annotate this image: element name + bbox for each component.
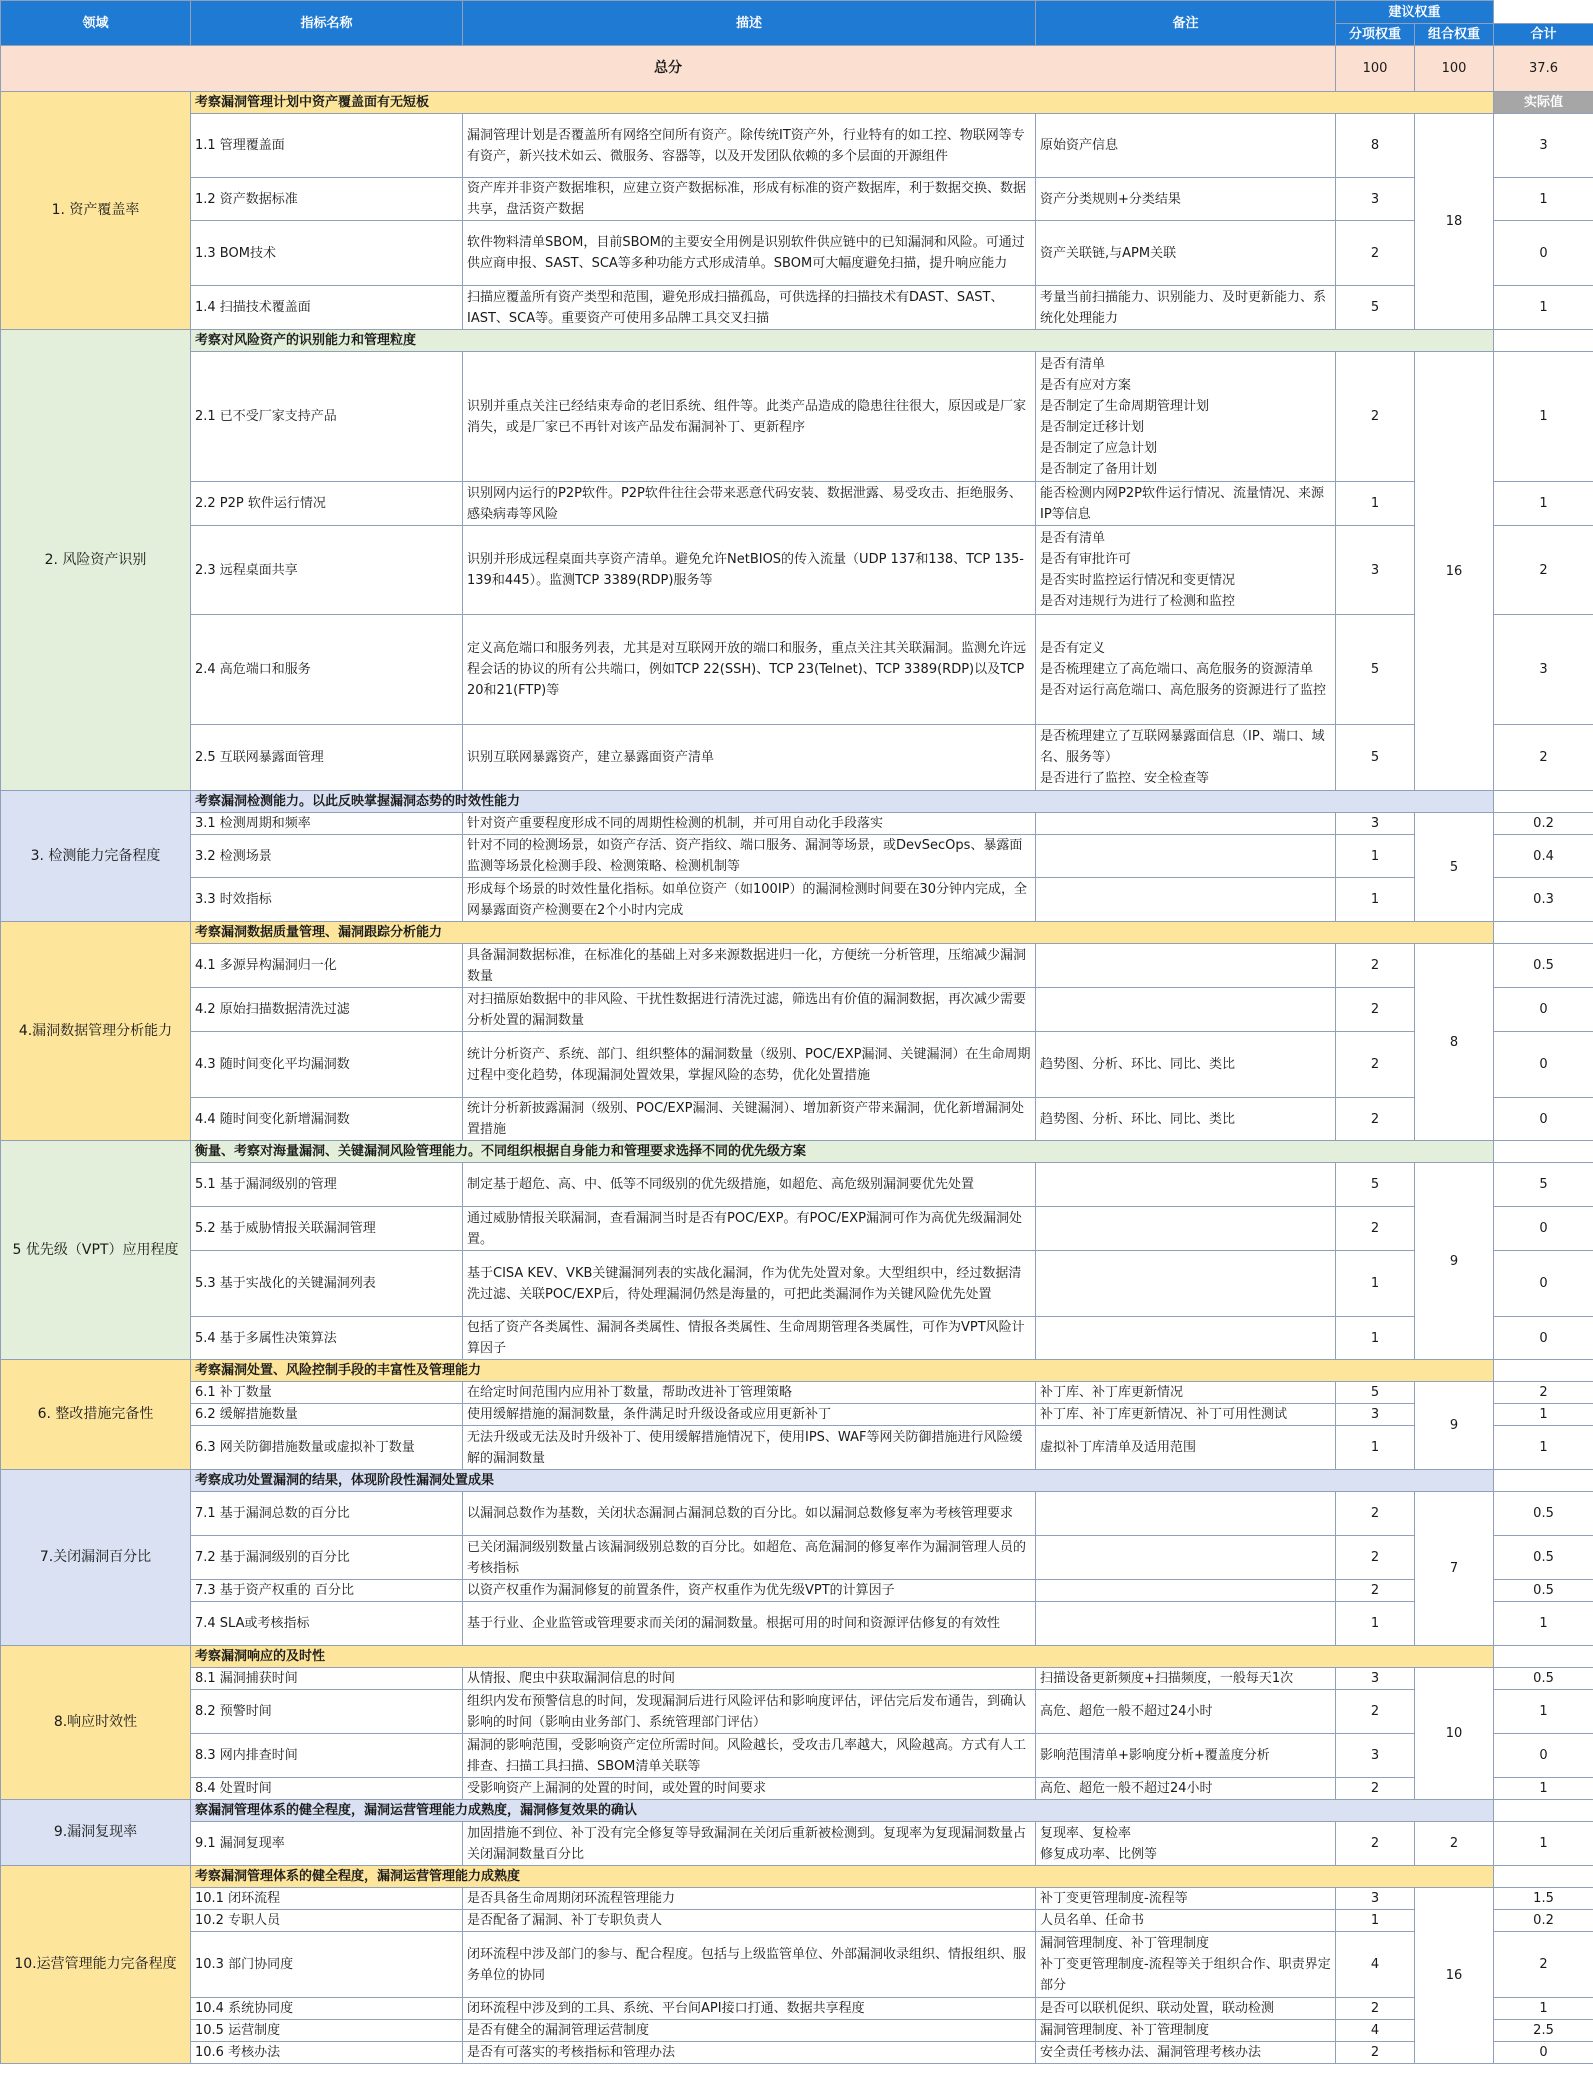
actual-value-cell: 1 — [1494, 1690, 1593, 1734]
indicator-row — [1, 1734, 1593, 1778]
indicator-row — [1, 1932, 1593, 1998]
section-title-row — [1, 1141, 1593, 1163]
indicator-description: 闭环流程中涉及到的工具、系统、平台间API接口打通、数据共享程度 — [463, 1998, 1036, 2020]
indicator-name: 2.5 互联网暴露面管理 — [191, 725, 463, 791]
actual-value-cell: 1 — [1494, 1998, 1593, 2020]
group-weight-cell: 8 — [1415, 944, 1494, 1141]
section-spacer — [1494, 1470, 1593, 1492]
header-indicator: 指标名称 — [191, 1, 463, 46]
sub-weight-cell: 5 — [1336, 286, 1415, 330]
indicator-description: 已关闭漏洞级别数量占该漏洞级别总数的百分比。如超危、高危漏洞的修复率作为漏洞管理人员的考核指标 — [463, 1536, 1036, 1580]
indicator-row — [1, 1404, 1593, 1426]
indicator-remark: 是否有清单 是否有审批许可 是否实时监控运行情况和变更情况 是否对违规行为进行了检测和监控 — [1036, 526, 1336, 615]
indicator-description: 包括了资产各类属性、漏洞各类属性、情报各类属性、生命周期管理各类属性，可作为VPT风险计算因子 — [463, 1317, 1036, 1360]
section-name: 2. 风险资产识别 — [1, 330, 191, 791]
sub-weight-cell: 3 — [1336, 1668, 1415, 1690]
sub-weight-cell: 2 — [1336, 2042, 1415, 2064]
section-name: 7.关闭漏洞百分比 — [1, 1470, 191, 1646]
indicator-row — [1, 835, 1593, 878]
actual-value-cell: 1 — [1494, 1778, 1593, 1800]
actual-value-cell: 2.5 — [1494, 2020, 1593, 2042]
section-title: 考察漏洞处置、风险控制手段的丰富性及管理能力 — [191, 1360, 1494, 1382]
indicator-row — [1, 286, 1593, 330]
indicator-name: 7.1 基于漏洞总数的百分比 — [191, 1492, 463, 1536]
actual-value-cell: 1 — [1494, 1426, 1593, 1470]
indicator-description: 以漏洞总数作为基数，关闭状态漏洞占漏洞总数的百分比。如以漏洞总数修复率为考核管理要求 — [463, 1492, 1036, 1536]
indicator-row — [1, 1317, 1593, 1360]
sub-weight-cell: 5 — [1336, 1163, 1415, 1207]
section-name: 8.响应时效性 — [1, 1646, 191, 1800]
indicator-description: 识别并重点关注已经结束寿命的老旧系统、组件等。此类产品造成的隐患往往很大，原因或是厂家消失，或是厂家已不再针对该产品发布漏洞补丁、更新程序 — [463, 352, 1036, 482]
indicator-row — [1, 1690, 1593, 1734]
indicator-remark — [1036, 1580, 1336, 1602]
indicator-name: 3.1 检测周期和频率 — [191, 813, 463, 835]
indicator-description: 识别互联网暴露资产，建立暴露面资产清单 — [463, 725, 1036, 791]
header-sub-weight: 分项权重 — [1336, 24, 1415, 46]
indicator-row — [1, 878, 1593, 922]
indicator-description: 漏洞的影响范围，受影响资产定位所需时间。风险越长，受攻击几率越大，风险越高。方式有人工排查、扫描工具扫描、SBOM清单关联等 — [463, 1734, 1036, 1778]
sub-weight-cell: 2 — [1336, 221, 1415, 286]
actual-value-cell: 0.5 — [1494, 944, 1593, 988]
actual-value-cell: 0.3 — [1494, 878, 1593, 922]
sub-weight-cell: 2 — [1336, 1207, 1415, 1251]
section-name: 6. 整改措施完备性 — [1, 1360, 191, 1470]
actual-value-cell: 1 — [1494, 1602, 1593, 1646]
section-name: 1. 资产覆盖率 — [1, 92, 191, 330]
sub-weight-cell: 3 — [1336, 1734, 1415, 1778]
indicator-row — [1, 1163, 1593, 1207]
sub-weight-cell: 4 — [1336, 1932, 1415, 1998]
section-title-row — [1, 1470, 1593, 1492]
indicator-remark — [1036, 944, 1336, 988]
group-weight-cell: 2 — [1415, 1822, 1494, 1866]
group-weight-cell: 7 — [1415, 1492, 1494, 1646]
total-group-weight: 100 — [1415, 46, 1494, 92]
indicator-name: 1.4 扫描技术覆盖面 — [191, 286, 463, 330]
actual-value-cell: 3 — [1494, 615, 1593, 725]
indicator-row — [1, 2042, 1593, 2064]
sub-weight-cell: 4 — [1336, 2020, 1415, 2042]
indicator-remark — [1036, 813, 1336, 835]
indicator-remark: 趋势图、分析、环比、同比、类比 — [1036, 1032, 1336, 1098]
actual-value-cell: 0 — [1494, 988, 1593, 1032]
actual-value-cell: 0.5 — [1494, 1492, 1593, 1536]
indicator-description: 具备漏洞数据标准，在标准化的基础上对多来源数据进归一化，方便统一分析管理，压缩减少漏洞数量 — [463, 944, 1036, 988]
section-spacer — [1494, 791, 1593, 813]
indicator-remark: 虚拟补丁库清单及适用范围 — [1036, 1426, 1336, 1470]
indicator-remark: 补丁库、补丁库更新情况 — [1036, 1382, 1336, 1404]
actual-value-cell: 1.5 — [1494, 1888, 1593, 1910]
actual-value-cell: 0 — [1494, 1032, 1593, 1098]
indicator-row — [1, 1580, 1593, 1602]
section-name: 10.运营管理能力完备程度 — [1, 1866, 191, 2064]
indicator-name: 7.2 基于漏洞级别的百分比 — [191, 1536, 463, 1580]
indicator-remark: 补丁库、补丁库更新情况、补丁可用性测试 — [1036, 1404, 1336, 1426]
indicator-name: 2.3 远程桌面共享 — [191, 526, 463, 615]
actual-value-cell: 1 — [1494, 482, 1593, 526]
sub-weight-cell: 1 — [1336, 1602, 1415, 1646]
sub-weight-cell: 1 — [1336, 835, 1415, 878]
indicator-description: 制定基于超危、高、中、低等不同级别的优先级措施，如超危、高危级别漏洞要优先处置 — [463, 1163, 1036, 1207]
actual-value-cell: 0 — [1494, 1251, 1593, 1317]
indicator-remark — [1036, 1602, 1336, 1646]
actual-value-cell: 0.5 — [1494, 1536, 1593, 1580]
indicator-name: 5.1 基于漏洞级别的管理 — [191, 1163, 463, 1207]
indicator-description: 对扫描原始数据中的非风险、干扰性数据进行清洗过滤，筛选出有价值的漏洞数据，再次减少需要分析处置的漏洞数量 — [463, 988, 1036, 1032]
indicator-row — [1, 1492, 1593, 1536]
indicator-name: 5.2 基于威胁情报关联漏洞管理 — [191, 1207, 463, 1251]
indicator-description: 漏洞管理计划是否覆盖所有网络空间所有资产。除传统IT资产外，行业特有的如工控、物联网等专有资产，新兴技术如云、微服务、容器等，以及开发团队依赖的多个层面的开源组件 — [463, 114, 1036, 178]
indicator-remark — [1036, 1317, 1336, 1360]
section-title: 考察漏洞管理体系的健全程度，漏洞运营管理能力成熟度 — [191, 1866, 1494, 1888]
sub-weight-cell: 2 — [1336, 352, 1415, 482]
indicator-name: 4.4 随时间变化新增漏洞数 — [191, 1098, 463, 1141]
actual-value-cell: 1 — [1494, 352, 1593, 482]
indicator-description: 受影响资产上漏洞的处置的时间，或处置的时间要求 — [463, 1778, 1036, 1800]
actual-value-cell: 0.2 — [1494, 813, 1593, 835]
group-weight-cell: 16 — [1415, 1888, 1494, 2064]
section-title-row — [1, 1646, 1593, 1668]
indicator-row — [1, 725, 1593, 791]
indicator-name: 4.3 随时间变化平均漏洞数 — [191, 1032, 463, 1098]
indicator-row — [1, 1888, 1593, 1910]
actual-value-cell: 0.4 — [1494, 835, 1593, 878]
indicator-name: 8.2 预警时间 — [191, 1690, 463, 1734]
sub-weight-cell: 1 — [1336, 878, 1415, 922]
section-name: 4.漏洞数据管理分析能力 — [1, 922, 191, 1141]
indicator-name: 5.3 基于实战化的关键漏洞列表 — [191, 1251, 463, 1317]
indicator-remark — [1036, 835, 1336, 878]
sub-weight-cell: 8 — [1336, 114, 1415, 178]
section-title-row — [1, 92, 1593, 114]
indicator-description: 针对资产重要程度形成不同的周期性检测的机制，并可用自动化手段落实 — [463, 813, 1036, 835]
actual-value-cell: 3 — [1494, 114, 1593, 178]
indicator-description: 针对不同的检测场景，如资产存活、资产指纹、端口服务、漏洞等场景，或DevSecOps、暴露面监测等场景化检测手段、检测策略、检测机制等 — [463, 835, 1036, 878]
actual-value-cell: 0 — [1494, 221, 1593, 286]
section-title: 考察成功处置漏洞的结果，体现阶段性漏洞处置成果 — [191, 1470, 1494, 1492]
indicator-remark: 高危、超危一般不超过24小时 — [1036, 1778, 1336, 1800]
indicator-description: 识别网内运行的P2P软件。P2P软件往往会带来恶意代码安装、数据泄露、易受攻击、拒绝服务、感染病毒等风险 — [463, 482, 1036, 526]
indicator-remark: 资产关联链,与APM关联 — [1036, 221, 1336, 286]
section-title-row — [1, 1866, 1593, 1888]
section-name: 5 优先级（VPT）应用程度 — [1, 1141, 191, 1360]
sub-weight-cell: 1 — [1336, 1251, 1415, 1317]
section-title: 考察对风险资产的识别能力和管理粒度 — [191, 330, 1494, 352]
indicator-row — [1, 988, 1593, 1032]
indicator-row — [1, 1032, 1593, 1098]
sub-weight-cell: 2 — [1336, 1690, 1415, 1734]
indicator-remark: 人员名单、任命书 — [1036, 1910, 1336, 1932]
section-spacer — [1494, 1141, 1593, 1163]
actual-value-cell: 0 — [1494, 2042, 1593, 2064]
indicator-remark: 扫描设备更新频度+扫描频度，一般每天1次 — [1036, 1668, 1336, 1690]
indicator-row — [1, 1251, 1593, 1317]
actual-value-cell: 0 — [1494, 1317, 1593, 1360]
indicator-name: 5.4 基于多属性决策算法 — [191, 1317, 463, 1360]
indicator-name: 7.4 SLA或考核指标 — [191, 1602, 463, 1646]
indicator-description: 使用缓解措施的漏洞数量，条件满足时升级设备或应用更新补丁 — [463, 1404, 1036, 1426]
indicator-remark: 是否有清单 是否有应对方案 是否制定了生命周期管理计划 是否制定迁移计划 是否制定了应急计划 是否制定了备用计划 — [1036, 352, 1336, 482]
indicator-remark: 漏洞管理制度、补丁管理制度 补丁变更管理制度-流程等关于组织合作、职责界定部分 — [1036, 1932, 1336, 1998]
total-sub-weight: 100 — [1336, 46, 1415, 92]
sub-weight-cell: 2 — [1336, 1536, 1415, 1580]
indicator-name: 7.3 基于资产权重的 百分比 — [191, 1580, 463, 1602]
indicator-row — [1, 813, 1593, 835]
sub-weight-cell: 1 — [1336, 482, 1415, 526]
section-title-row — [1, 791, 1593, 813]
indicator-name: 1.3 BOM技术 — [191, 221, 463, 286]
indicator-description: 识别并形成远程桌面共享资产清单。避免允许NetBIOS的传入流量（UDP 137和138、TCP 135-139和445）。监测TCP 3389(RDP)服务等 — [463, 526, 1036, 615]
sub-weight-cell: 2 — [1336, 1580, 1415, 1602]
indicator-name: 4.1 多源异构漏洞归一化 — [191, 944, 463, 988]
indicator-remark — [1036, 988, 1336, 1032]
indicator-description: 无法升级或无法及时升级补丁、使用缓解措施情况下，使用IPS、WAF等网关防御措施进行风险缓解的漏洞数量 — [463, 1426, 1036, 1470]
indicator-description: 形成每个场景的时效性量化指标。如单位资产（如100IP）的漏洞检测时间要在30分钟内完成，全网暴露面资产检测要在2个小时内完成 — [463, 878, 1036, 922]
actual-value-cell: 0.5 — [1494, 1580, 1593, 1602]
indicator-remark: 是否有定义 是否梳理建立了高危端口、高危服务的资源清单 是否对运行高危端口、高危服务的资源进行了监控 — [1036, 615, 1336, 725]
indicator-name: 3.2 检测场景 — [191, 835, 463, 878]
sub-weight-cell: 3 — [1336, 1404, 1415, 1426]
indicator-description: 资产库并非资产数据堆积，应建立资产数据标准，形成有标准的资产数据库，利于数据交换、数据共享，盘活资产数据 — [463, 178, 1036, 221]
actual-value-cell: 0 — [1494, 1098, 1593, 1141]
indicator-name: 1.1 管理覆盖面 — [191, 114, 463, 178]
actual-value-cell: 1 — [1494, 178, 1593, 221]
section-name: 3. 检测能力完备程度 — [1, 791, 191, 922]
sub-weight-cell: 2 — [1336, 1822, 1415, 1866]
section-spacer — [1494, 1360, 1593, 1382]
indicator-description: 基于CISA KEV、VKB关键漏洞列表的实战化漏洞，作为优先处置对象。大型组织中，经过数据清洗过滤、关联POC/EXP后，待处理漏洞仍然是海量的，可把此类漏洞作为关键风险优先处置 — [463, 1251, 1036, 1317]
indicator-description: 是否有健全的漏洞管理运营制度 — [463, 2020, 1036, 2042]
indicator-remark: 趋势图、分析、环比、同比、类比 — [1036, 1098, 1336, 1141]
group-weight-cell: 16 — [1415, 352, 1494, 791]
indicator-row — [1, 615, 1593, 725]
indicator-remark: 高危、超危一般不超过24小时 — [1036, 1690, 1336, 1734]
indicator-row — [1, 526, 1593, 615]
indicator-remark: 考量当前扫描能力、识别能力、及时更新能力、系统化处理能力 — [1036, 286, 1336, 330]
indicator-remark: 是否可以联机促织、联动处置，联动检测 — [1036, 1998, 1336, 2020]
indicator-name: 6.2 缓解措施数量 — [191, 1404, 463, 1426]
sub-weight-cell: 1 — [1336, 1426, 1415, 1470]
indicator-row — [1, 1382, 1593, 1404]
sub-weight-cell: 5 — [1336, 725, 1415, 791]
indicator-name: 10.3 部门协同度 — [191, 1932, 463, 1998]
section-spacer — [1494, 1800, 1593, 1822]
indicator-name: 10.6 考核办法 — [191, 2042, 463, 2064]
indicator-row — [1, 1998, 1593, 2020]
section-spacer — [1494, 1866, 1593, 1888]
indicator-name: 8.1 漏洞捕获时间 — [191, 1668, 463, 1690]
actual-value-cell: 2 — [1494, 1932, 1593, 1998]
sub-weight-cell: 2 — [1336, 988, 1415, 1032]
section-title: 考察漏洞管理计划中资产覆盖面有无短板 — [191, 92, 1494, 114]
indicator-row — [1, 1426, 1593, 1470]
total-score-value: 37.6 — [1494, 46, 1593, 92]
sub-weight-cell: 2 — [1336, 1778, 1415, 1800]
indicator-remark: 安全责任考核办法、漏洞管理考核办法 — [1036, 2042, 1336, 2064]
section-title-row — [1, 1360, 1593, 1382]
sub-weight-cell: 3 — [1336, 1888, 1415, 1910]
indicator-name: 1.2 资产数据标准 — [191, 178, 463, 221]
section-title: 考察漏洞数据质量管理、漏洞跟踪分析能力 — [191, 922, 1494, 944]
actual-value-header: 实际值 — [1494, 92, 1593, 114]
section-title-row — [1, 922, 1593, 944]
indicator-row — [1, 1602, 1593, 1646]
indicator-name: 10.2 专职人员 — [191, 1910, 463, 1932]
indicator-remark: 补丁变更管理制度-流程等 — [1036, 1888, 1336, 1910]
indicator-row — [1, 1910, 1593, 1932]
actual-value-cell: 0.5 — [1494, 1668, 1593, 1690]
actual-value-cell: 0 — [1494, 1207, 1593, 1251]
indicator-remark: 影响范围清单+影响度分析+覆盖度分析 — [1036, 1734, 1336, 1778]
indicator-description: 基于行业、企业监管或管理要求而关闭的漏洞数量。根据可用的时间和资源评估修复的有效性 — [463, 1602, 1036, 1646]
indicator-description: 在给定时间范围内应用补丁数量，帮助改进补丁管理策略 — [463, 1382, 1036, 1404]
indicator-name: 2.4 高危端口和服务 — [191, 615, 463, 725]
indicator-row — [1, 1098, 1593, 1141]
indicator-remark — [1036, 1207, 1336, 1251]
indicator-description: 通过威胁情报关联漏洞，查看漏洞当时是否有POC/EXP。有POC/EXP漏洞可作为高优先级漏洞处置。 — [463, 1207, 1036, 1251]
indicator-description: 以资产权重作为漏洞修复的前置条件，资产权重作为优先级VPT的计算因子 — [463, 1580, 1036, 1602]
indicator-row — [1, 1778, 1593, 1800]
indicator-remark — [1036, 1536, 1336, 1580]
indicator-row — [1, 352, 1593, 482]
actual-value-cell: 1 — [1494, 286, 1593, 330]
indicator-description: 是否配备了漏洞、补丁专职负责人 — [463, 1910, 1036, 1932]
section-title-row — [1, 1800, 1593, 1822]
section-title: 察漏洞管理体系的健全程度，漏洞运营管理能力成熟度，漏洞修复效果的确认 — [191, 1800, 1494, 1822]
section-title: 考察漏洞检测能力。以此反映掌握漏洞态势的时效性能力 — [191, 791, 1494, 813]
indicator-row — [1, 221, 1593, 286]
indicator-description: 闭环流程中涉及部门的参与、配合程度。包括与上级监管单位、外部漏洞收录组织、情报组织、服务单位的协同 — [463, 1932, 1036, 1998]
header-group-weight: 组合权重 — [1415, 24, 1494, 46]
indicator-remark — [1036, 1251, 1336, 1317]
group-weight-cell: 10 — [1415, 1668, 1494, 1800]
sub-weight-cell: 2 — [1336, 1492, 1415, 1536]
section-spacer — [1494, 922, 1593, 944]
total-score-row — [1, 46, 1593, 92]
indicator-description: 组织内发布预警信息的时间，发现漏洞后进行风险评估和影响度评估，评估完后发布通告，到确认影响的时间（影响由业务部门、系统管理部门评估） — [463, 1690, 1036, 1734]
sub-weight-cell: 1 — [1336, 1910, 1415, 1932]
group-weight-cell: 9 — [1415, 1382, 1494, 1470]
indicator-remark — [1036, 1492, 1336, 1536]
indicator-name: 10.5 运营制度 — [191, 2020, 463, 2042]
sub-weight-cell: 2 — [1336, 944, 1415, 988]
indicator-row — [1, 2020, 1593, 2042]
sub-weight-cell: 1 — [1336, 1317, 1415, 1360]
sub-weight-cell: 2 — [1336, 1032, 1415, 1098]
actual-value-cell: 0 — [1494, 1734, 1593, 1778]
indicator-description: 统计分析新披露漏洞（级别、POC/EXP漏洞、关键漏洞）、增加新资产带来漏洞，优化新增漏洞处置措施 — [463, 1098, 1036, 1141]
indicator-name: 10.1 闭环流程 — [191, 1888, 463, 1910]
indicator-description: 软件物料清单SBOM，目前SBOM的主要安全用例是识别软件供应链中的已知漏洞和风险。可通过供应商申报、SAST、SCA等多种功能方式形成清单。SBOM可大幅度避免扫描，提升响应能力 — [463, 221, 1036, 286]
group-weight-cell: 5 — [1415, 813, 1494, 922]
actual-value-cell: 2 — [1494, 725, 1593, 791]
indicator-row — [1, 1822, 1593, 1866]
header-suggested-weight: 建议权重 — [1336, 1, 1494, 24]
indicator-description: 加固措施不到位、补丁没有完全修复等导致漏洞在关闭后重新被检测到。复现率为复现漏洞数量占关闭漏洞数量百分比 — [463, 1822, 1036, 1866]
indicator-name: 10.4 系统协同度 — [191, 1998, 463, 2020]
indicator-remark: 复现率、复检率 修复成功率、比例等 — [1036, 1822, 1336, 1866]
indicator-remark — [1036, 1163, 1336, 1207]
indicator-row — [1, 482, 1593, 526]
indicator-name: 8.4 处置时间 — [191, 1778, 463, 1800]
sub-weight-cell: 3 — [1336, 813, 1415, 835]
indicator-remark: 资产分类规则+分类结果 — [1036, 178, 1336, 221]
indicator-remark: 是否梳理建立了互联网暴露面信息（IP、端口、域名、服务等） 是否进行了监控、安全检查等 — [1036, 725, 1336, 791]
total-score-label: 总分 — [1, 46, 1336, 92]
indicator-remark: 能否检测内网P2P软件运行情况、流量情况、来源IP等信息 — [1036, 482, 1336, 526]
indicator-remark: 原始资产信息 — [1036, 114, 1336, 178]
indicator-row — [1, 944, 1593, 988]
indicator-row — [1, 1536, 1593, 1580]
sub-weight-cell: 3 — [1336, 178, 1415, 221]
indicator-description: 是否有可落实的考核指标和管理办法 — [463, 2042, 1036, 2064]
indicator-name: 2.1 已不受厂家支持产品 — [191, 352, 463, 482]
section-spacer — [1494, 1646, 1593, 1668]
indicator-name: 6.1 补丁数量 — [191, 1382, 463, 1404]
actual-value-cell: 2 — [1494, 526, 1593, 615]
section-title: 考察漏洞响应的及时性 — [191, 1646, 1494, 1668]
actual-value-cell: 0.2 — [1494, 1910, 1593, 1932]
indicator-row — [1, 1668, 1593, 1690]
section-title: 衡量、考察对海量漏洞、关键漏洞风险管理能力。不同组织根据自身能力和管理要求选择不同的优先级方案 — [191, 1141, 1494, 1163]
indicator-description: 是否具备生命周期闭环流程管理能力 — [463, 1888, 1036, 1910]
indicator-name: 2.2 P2P 软件运行情况 — [191, 482, 463, 526]
indicator-description: 扫描应覆盖所有资产类型和范围，避免形成扫描孤岛，可供选择的扫描技术有DAST、SAST、IAST、SCA等。重要资产可使用多品牌工具交叉扫描 — [463, 286, 1036, 330]
indicator-name: 9.1 漏洞复现率 — [191, 1822, 463, 1866]
actual-value-cell: 1 — [1494, 1404, 1593, 1426]
actual-value-cell: 1 — [1494, 1822, 1593, 1866]
indicator-name: 8.3 网内排查时间 — [191, 1734, 463, 1778]
indicator-row — [1, 1207, 1593, 1251]
indicator-row — [1, 114, 1593, 178]
header-domain: 领域 — [1, 1, 191, 46]
indicator-description: 统计分析资产、系统、部门、组织整体的漏洞数量（级别、POC/EXP漏洞、关键漏洞）在生命周期过程中变化趋势，体现漏洞处置效果，掌握风险的态势，优化处置措施 — [463, 1032, 1036, 1098]
header-remark: 备注 — [1036, 1, 1336, 46]
indicator-row — [1, 178, 1593, 221]
indicator-description: 从情报、爬虫中获取漏洞信息的时间 — [463, 1668, 1036, 1690]
sub-weight-cell: 5 — [1336, 1382, 1415, 1404]
header-description: 描述 — [463, 1, 1036, 46]
indicator-name: 6.3 网关防御措施数量或虚拟补丁数量 — [191, 1426, 463, 1470]
sub-weight-cell: 5 — [1336, 615, 1415, 725]
sub-weight-cell: 3 — [1336, 526, 1415, 615]
actual-value-cell: 5 — [1494, 1163, 1593, 1207]
indicator-name: 3.3 时效指标 — [191, 878, 463, 922]
group-weight-cell: 18 — [1415, 114, 1494, 330]
actual-value-cell: 2 — [1494, 1382, 1593, 1404]
sub-weight-cell: 2 — [1336, 1998, 1415, 2020]
indicator-remark — [1036, 878, 1336, 922]
indicator-remark: 漏洞管理制度、补丁管理制度 — [1036, 2020, 1336, 2042]
section-title-row — [1, 330, 1593, 352]
section-spacer — [1494, 330, 1593, 352]
sub-weight-cell: 2 — [1336, 1098, 1415, 1141]
section-name: 9.漏洞复现率 — [1, 1800, 191, 1866]
indicator-name: 4.2 原始扫描数据清洗过滤 — [191, 988, 463, 1032]
header-total: 合计 — [1494, 24, 1593, 46]
group-weight-cell: 9 — [1415, 1163, 1494, 1360]
indicator-description: 定义高危端口和服务列表，尤其是对互联网开放的端口和服务，重点关注其关联漏洞。监测允许远程会话的协议的所有公共端口，例如TCP 22(SSH)、TCP 23(Telnet)、TCP 3389(RDP)以及TCP 20和21(FTP)等 — [463, 615, 1036, 725]
